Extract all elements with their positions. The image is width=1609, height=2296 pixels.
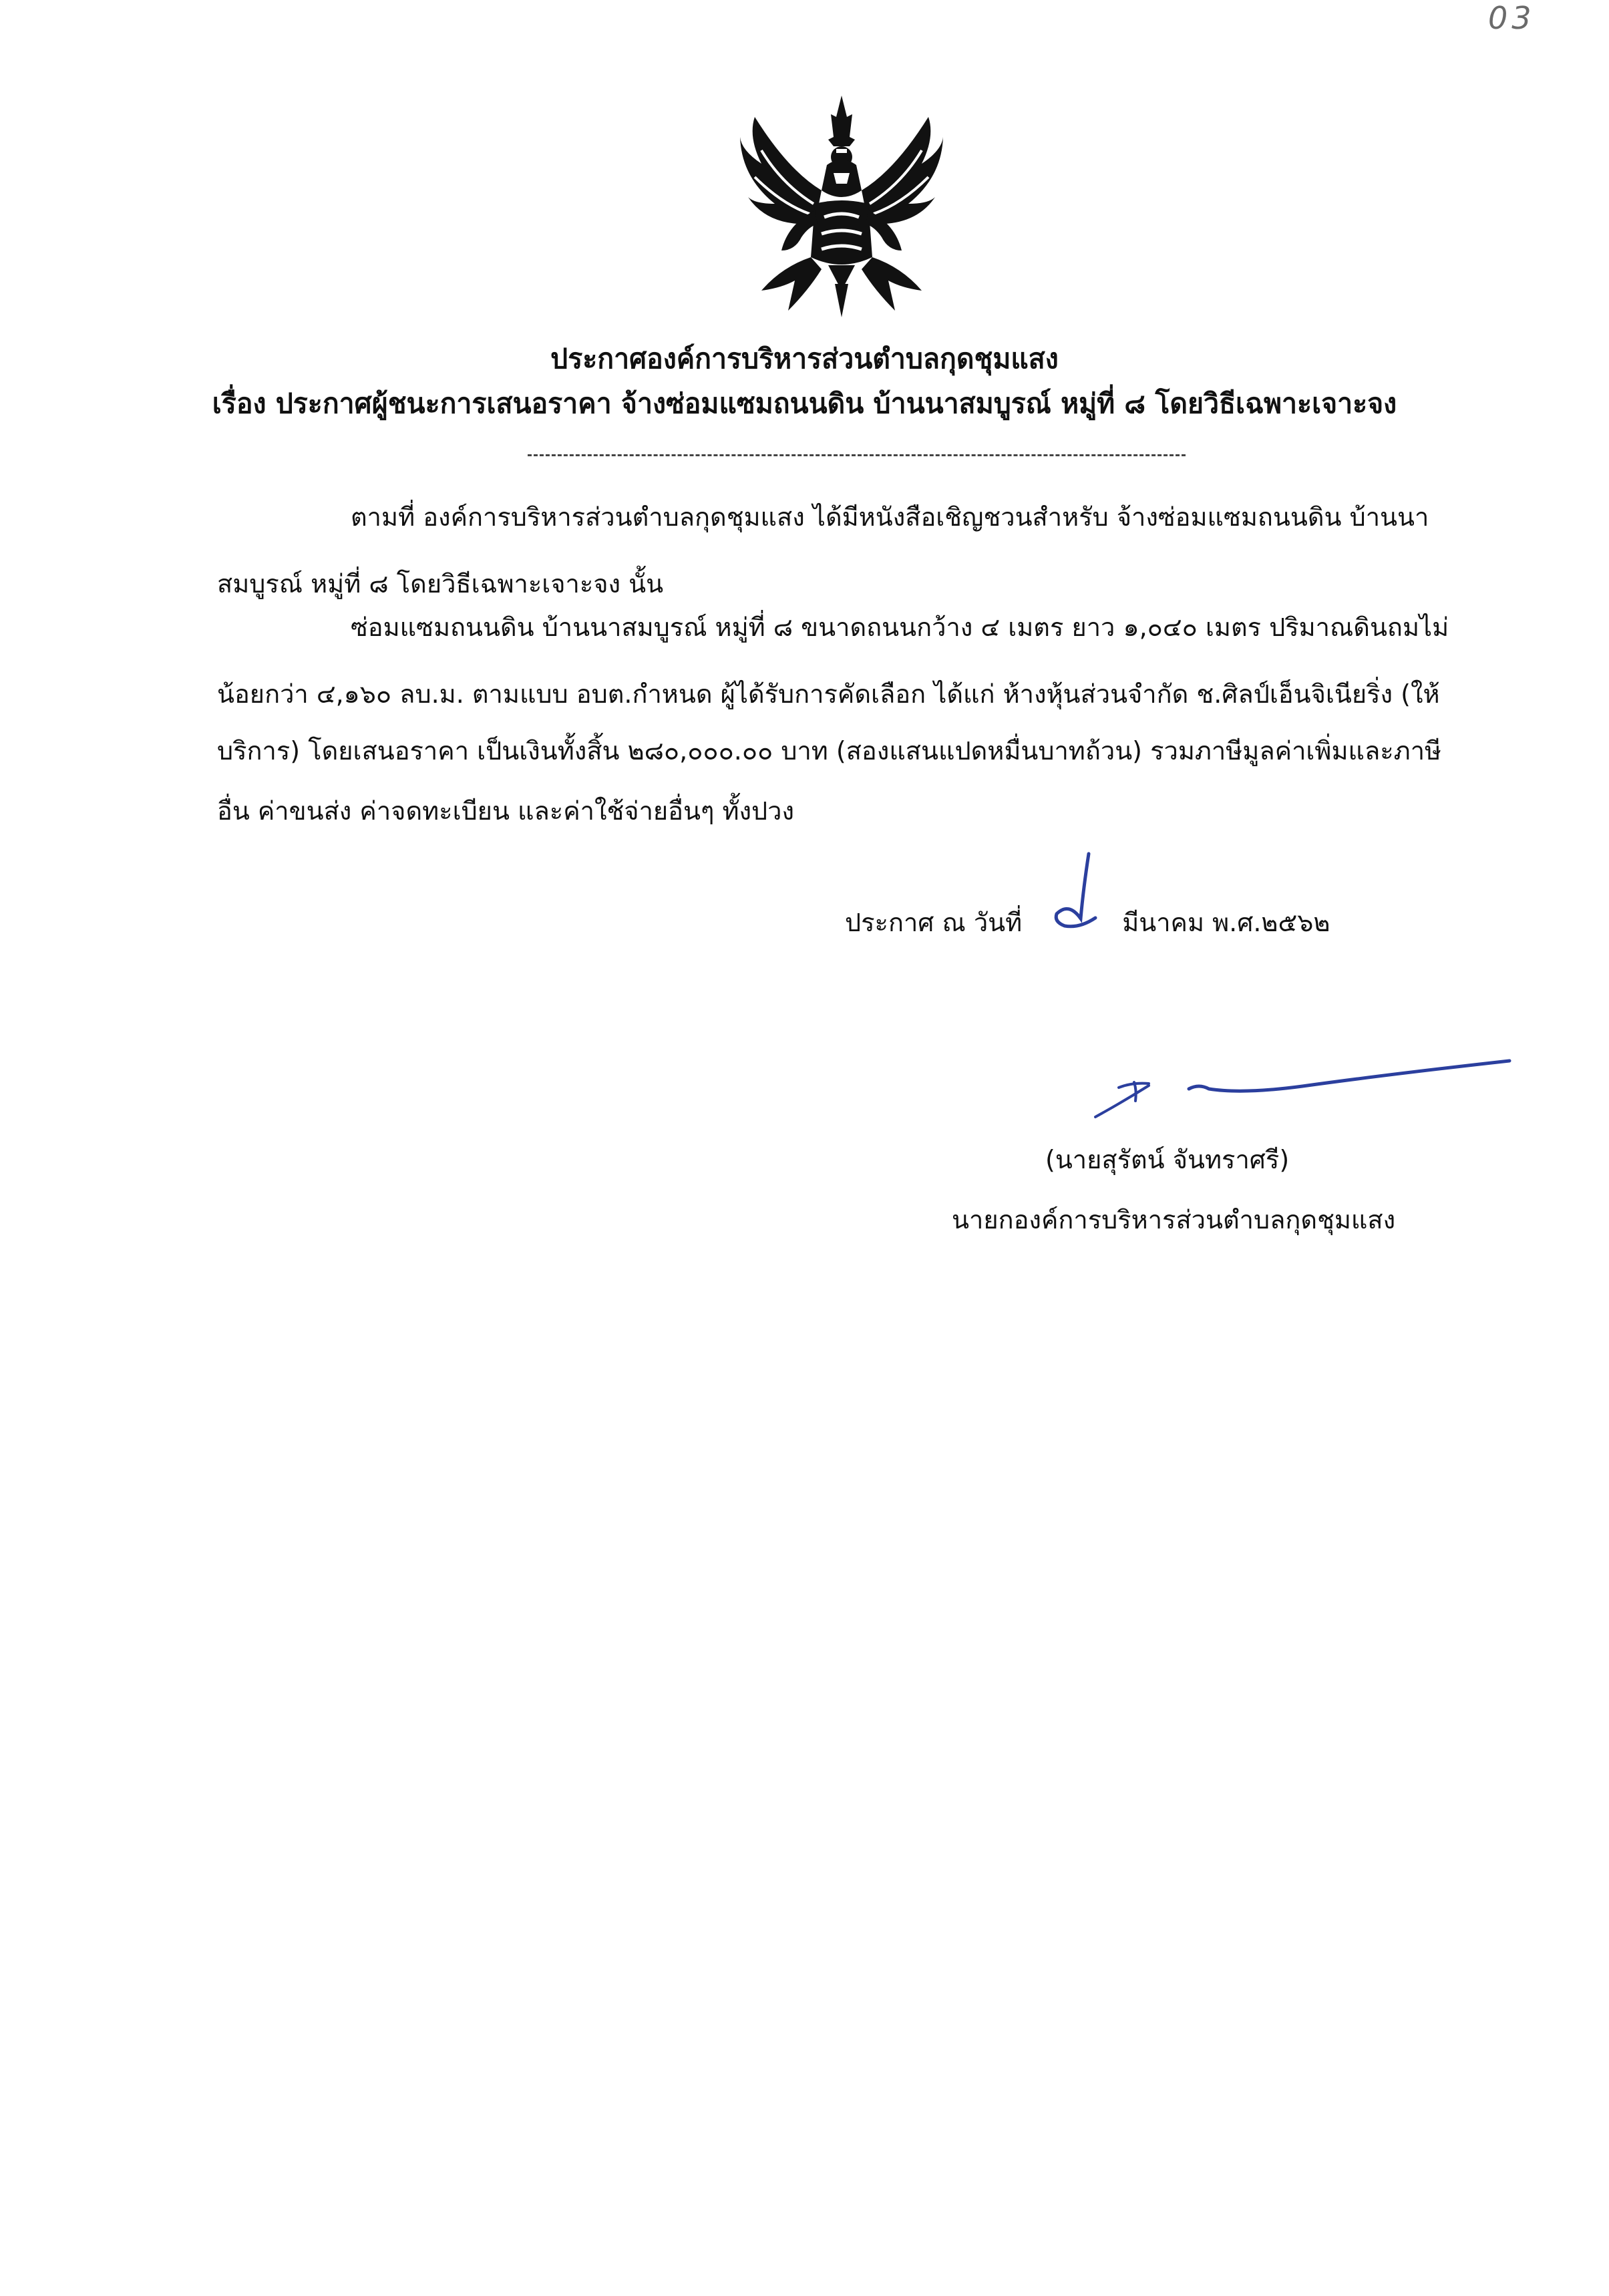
body-line: อื่น ค่าขนส่ง ค่าจดทะเบียน และค่าใช้จ่ายอื่นๆ ทั้งปวง (217, 796, 795, 826)
signer-name: (นายสุรัตน์ จันทราศรี) (1045, 1145, 1290, 1174)
garuda-emblem-icon (735, 90, 948, 321)
body-line: ซ่อมแซมถนนดิน บ้านนาสมบูรณ์ หมู่ที่ ๘ ขนาดถนนกว้าง ๔ เมตร ยาว ๑,๐๔๐ เมตร ปริมาณดินถมไม่ (351, 613, 1449, 642)
document-subject: เรื่อง ประกาศผู้ชนะการเสนอราคา จ้างซ่อมแซมถนนดิน บ้านนาสมบูรณ์ หมู่ที่ ๘ โดยวิธีเฉพาะเจาะจง (212, 387, 1397, 420)
handwritten-day-mark (1042, 848, 1115, 935)
page-number: 03 (1488, 0, 1536, 36)
title-divider (528, 454, 1186, 456)
signature-mark (1082, 1049, 1516, 1122)
body-line: สมบูรณ์ หมู่ที่ ๘ โดยวิธีเฉพาะเจาะจง นั้น (217, 569, 664, 599)
body-line: ตามที่ องค์การบริหารส่วนตำบลกุดชุมแสง ได้มีหนังสือเชิญชวนสำหรับ จ้างซ่อมแซมถนนดิน บ้านนา (351, 502, 1429, 532)
signer-position: นายกองค์การบริหารส่วนตำบลกุดชุมแสง (952, 1205, 1396, 1235)
date-prefix: ประกาศ ณ วันที่ (845, 908, 1023, 937)
date-month-year: มีนาคม พ.ศ.๒๕๖๒ (1122, 908, 1330, 937)
body-line: บริการ) โดยเสนอราคา เป็นเงินทั้งสิ้น ๒๘๐,๐๐๐.๐๐ บาท (สองแสนแปดหมื่นบาทถ้วน) รวมภาษีมูลค่าเพิ่มและภาษี (217, 736, 1442, 766)
body-line: น้อยกว่า ๔,๑๖๐ ลบ.ม. ตามแบบ อบต.กำหนด ผู้ได้รับการคัดเลือก ได้แก่ ห้างหุ้นส่วนจำกัด ช.ศิลป์เอ็นจิเนียริ่ง (ให้ (217, 679, 1440, 709)
document-title: ประกาศองค์การบริหารส่วนตำบลกุดชุมแสง (550, 343, 1059, 375)
